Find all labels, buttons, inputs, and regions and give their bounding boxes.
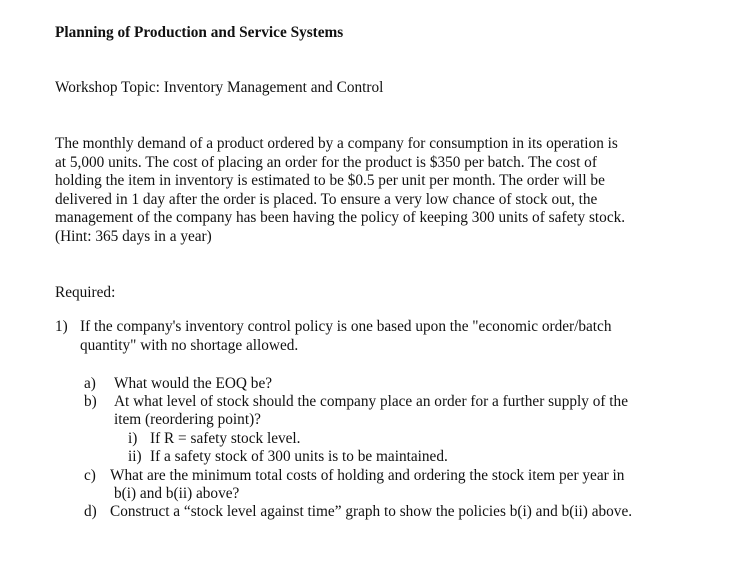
sub-question-label: b) [84,393,97,410]
sub-question-text: At what level of stock should the company place an order for a further supply of the [114,393,628,410]
problem-line: at 5,000 units. The cost of placing an order for the product is $350 per batch. The cost of [55,153,597,171]
sub-question-text: If a safety stock of 300 units is to be maintained. [150,448,448,465]
required-heading: Required: [55,284,116,301]
sub-question-label: c) [84,467,96,484]
document-title: Planning of Production and Service Systems [55,24,344,41]
sub-question-text: If R = safety stock level. [150,430,301,447]
question-line: quantity" with no shortage allowed. [80,337,299,354]
question-line: If the company's inventory control policy is one based upon the "economic order/batch [80,318,612,335]
sub-question-text: What would the EOQ be? [114,375,273,392]
sub-question-label: i) [128,430,138,447]
problem-line: delivered in 1 day after the order is placed. To ensure a very low chance of stock out, the [55,190,598,208]
question-number: 1) [55,318,68,335]
workshop-topic: Workshop Topic: Inventory Management and Control [55,79,384,96]
sub-question-label: d) [84,503,97,520]
sub-question-label: a) [84,375,96,392]
problem-line: management of the company has been having the policy of keeping 300 units of safety stock. [55,209,626,226]
problem-statement [55,135,625,246]
sub-question-text: item (reordering point)? [114,411,261,428]
sub-question-text: What are the minimum total costs of holding and ordering the stock item per year in [110,467,625,484]
problem-line: holding the item in inventory is estimated to be $0.5 per unit per month. The order will be [55,172,605,189]
sub-question-text: b(i) and b(ii) above? [114,485,240,502]
problem-line: The monthly demand of a product ordered by a company for consumption in its operation is [55,135,618,152]
sub-question-label: ii) [128,448,142,465]
problem-line: (Hint: 365 days in a year) [55,227,212,245]
sub-question-text: Construct a “stock level against time” graph to show the policies b(i) and b(ii) above. [110,503,633,520]
